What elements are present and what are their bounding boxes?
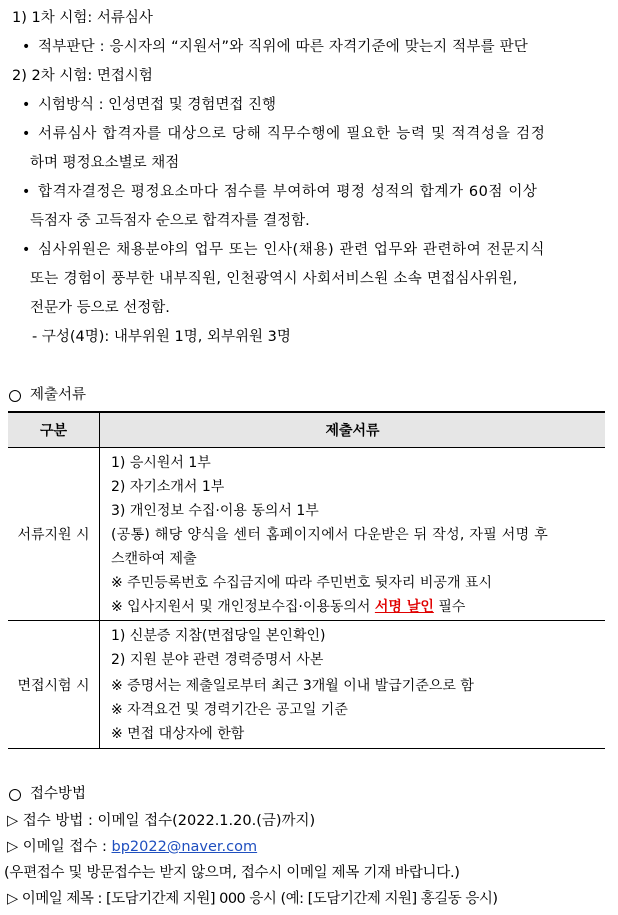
committee-line-2: 또는 경험이 풍부한 내부직원, 인천광역시 사회서비스원 소속 면접심사위원,: [30, 271, 518, 287]
header-documents: 제출서류: [100, 412, 606, 448]
row-documents: [100, 621, 606, 749]
stage1-title: 1) 1차 시험: 서류심사: [12, 10, 153, 26]
header-category: 구분: [8, 412, 100, 448]
apply-subject: ▷ 이메일 제목 : [도담기간제 지원] 000 응시 (예: [도담기간제 지원] 홍길동 응시): [7, 891, 498, 907]
doc-line: 스캔하여 제출: [111, 551, 197, 567]
bullet-dot: •: [22, 126, 31, 142]
committee-line-1: 심사위원은 채용분야의 업무 또는 인사(채용) 관련 업무와 관련하여 전문지식: [38, 242, 546, 258]
doc-line: 3) 개인정보 수집·이용 동의서 1부: [111, 503, 319, 519]
apply-method: ▷ 접수 방법 : 이메일 접수(2022.1.20.(금)까지): [7, 813, 316, 829]
bullet-dot: •: [22, 242, 31, 258]
docs-table: [8, 411, 605, 749]
circle-icon: [9, 390, 21, 402]
committee-line-3: 전문가 등으로 선정함.: [30, 300, 170, 316]
decision-line-2: 득점자 중 고득점자 순으로 합격자를 결정함.: [30, 213, 310, 229]
row-category: 서류지원 시: [8, 448, 100, 621]
composition-line: - 구성(4명): 내부위원 1명, 외부위원 3명: [32, 329, 291, 345]
screening-line-2: 하며 평정요소별로 채점: [30, 155, 180, 171]
decision-line-1: 합격자결정은 평정요소마다 점수를 부여하여 평정 성적의 합계가 60점 이상: [38, 184, 538, 200]
table-header-row: [8, 412, 605, 448]
bullet-dot: •: [22, 39, 31, 55]
method-bullet: 시험방식 : 인성면접 및 경험면접 진행: [38, 97, 277, 113]
stage1-bullet: 적부판단 : 응시자의 “지원서”와 직위에 따른 자격기준에 맞는지 적부를 판단: [38, 39, 528, 55]
doc-line: 2) 지원 분야 관련 경력증명서 사본: [111, 652, 324, 668]
doc-line: ※ 증명서는 제출일로부터 최근 3개월 이내 발급기준으로 함: [111, 678, 474, 694]
stage2-title: 2) 2차 시험: 면접시험: [12, 68, 153, 84]
apply-email-line: [7, 837, 257, 857]
row-category: 면접시험 시: [8, 621, 100, 749]
doc-line-prefix: ※ 입사지원서 및 개인정보수집·이용동의서: [111, 599, 375, 615]
doc-line: ※ 주민등록번호 수집금지에 따라 주민번호 뒷자리 비공개 표시: [111, 575, 492, 591]
bullet-dot: •: [22, 97, 31, 113]
apply-note: (우편접수 및 방문접수는 받지 않으며, 접수시 이메일 제목 기재 바랍니다.): [4, 865, 460, 881]
row-documents: [100, 448, 606, 621]
email-label: ▷ 이메일 접수 :: [7, 839, 112, 855]
doc-line: 2) 자기소개서 1부: [111, 479, 225, 495]
signature-highlight: 서명 날인: [374, 599, 434, 615]
email-link[interactable]: bp2022@naver.com: [111, 839, 258, 855]
bullet-dot: •: [22, 184, 31, 200]
apply-heading: 접수방법: [30, 786, 87, 802]
table-row: [8, 621, 605, 749]
doc-line: ※ 면접 대상자에 한함: [111, 726, 245, 742]
doc-line: 1) 신분증 지참(면접당일 본인확인): [111, 628, 326, 644]
doc-line: ※ 자격요건 및 경력기간은 공고일 기준: [111, 702, 348, 718]
docs-heading: 제출서류: [30, 387, 87, 403]
circle-icon: [9, 789, 21, 801]
doc-line-suffix: 필수: [433, 599, 466, 615]
doc-line-signature: [111, 595, 465, 619]
doc-line: (공통) 해당 양식을 센터 홈페이지에서 다운받은 뒤 작성, 자필 서명 후: [111, 527, 549, 543]
table-row: [8, 448, 605, 621]
screening-line-1: 서류심사 합격자를 대상으로 당해 직무수행에 필요한 능력 및 적격성을 검정: [38, 126, 546, 142]
doc-line: 1) 응시원서 1부: [111, 455, 211, 471]
